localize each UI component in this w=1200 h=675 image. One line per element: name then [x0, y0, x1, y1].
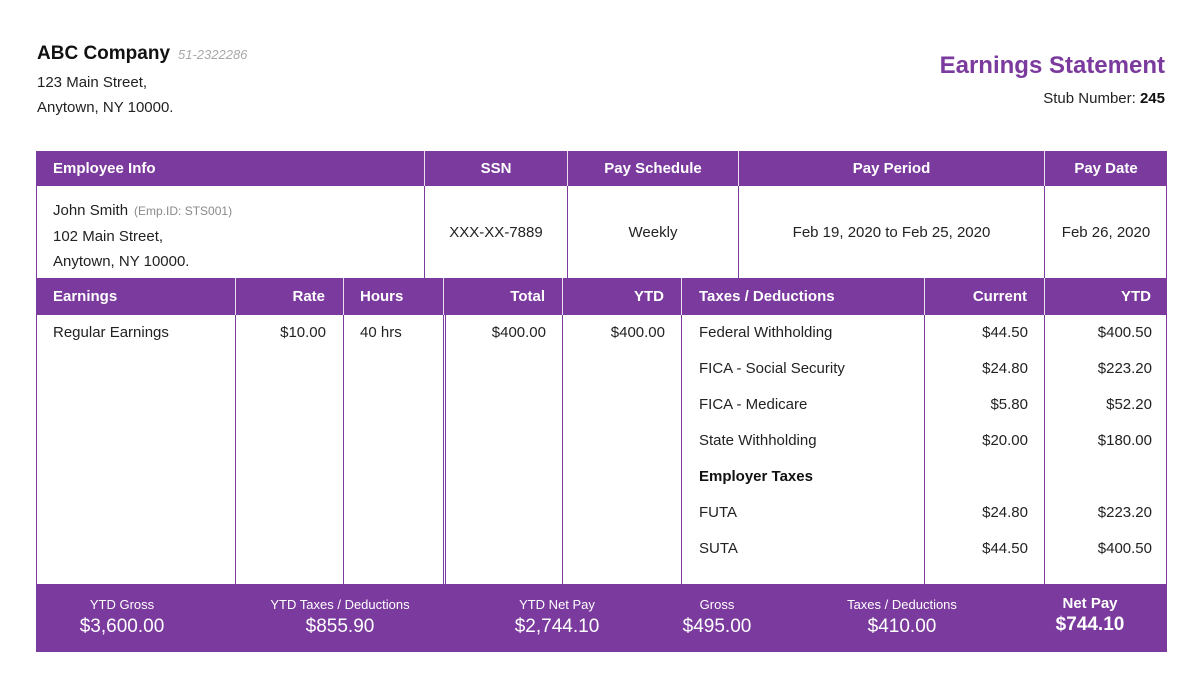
summary-net-pay — [1022, 584, 1158, 652]
column-divider — [445, 315, 446, 584]
summary-ytd-net-pay-label: YTD Net Pay — [519, 597, 595, 612]
tax-row-ytd: $400.50 — [1097, 324, 1152, 341]
header-earnings-ytd: YTD — [634, 288, 664, 305]
column-divider — [343, 315, 344, 584]
header-taxes-deductions: Taxes / Deductions — [699, 288, 835, 305]
pay-date-value: Feb 26, 2020 — [1061, 223, 1151, 241]
company-name: ABC Company — [37, 43, 171, 64]
earnings-row-name: Regular Earnings — [53, 324, 169, 341]
ssn-value: XXX-XX-7889 — [449, 223, 543, 241]
employee-info-body-row — [36, 186, 1167, 278]
column-divider — [235, 315, 236, 584]
tax-row-name: FICA - Medicare — [699, 396, 808, 413]
statement-title: Earnings Statement — [939, 52, 1165, 79]
summary-taxes-deductions-label: Taxes / Deductions — [847, 597, 957, 612]
stub-number-label: Stub Number: — [1043, 90, 1136, 107]
company-address-line2: Anytown, NY 10000. — [37, 99, 174, 116]
employer-tax-row-name: SUTA — [699, 540, 738, 557]
employee-info-header-row — [36, 151, 1167, 186]
header-pay-period: Pay Period — [852, 160, 931, 177]
summary-taxes-deductions — [812, 584, 992, 652]
employee-address-line1: 102 Main Street, — [53, 228, 164, 245]
summary-gross-label: Gross — [699, 597, 735, 612]
summary-ytd-gross — [36, 584, 208, 652]
summary-gross-value: $495.00 — [682, 616, 752, 637]
employer-tax-row-current: $44.50 — [982, 540, 1028, 557]
employee-id: (Emp.ID: STS001) — [134, 204, 233, 218]
summary-net-pay-label: Net Pay — [1062, 595, 1118, 612]
employer-tax-row-ytd: $223.20 — [1097, 504, 1152, 521]
employer-tax-row-ytd: $400.50 — [1097, 540, 1152, 557]
company-block — [37, 43, 247, 120]
employee-name-line — [53, 198, 232, 224]
summary-ytd-taxes — [244, 584, 436, 652]
column-divider — [443, 315, 444, 584]
summary-ytd-taxes-value: $855.90 — [305, 616, 375, 637]
company-ein: 51-2322286 — [178, 47, 248, 62]
header-pay-schedule: Pay Schedule — [604, 160, 702, 177]
header-current: Current — [972, 288, 1027, 305]
employee-info-table — [36, 151, 1167, 278]
column-divider — [681, 315, 682, 584]
header-total: Total — [510, 288, 545, 305]
summary-ytd-net-pay — [491, 584, 623, 652]
header-divider — [681, 278, 682, 315]
company-line — [37, 43, 247, 65]
earnings-row-ytd: $400.00 — [610, 324, 665, 341]
employee-details — [53, 198, 232, 274]
header-divider — [343, 278, 344, 315]
employer-tax-row-current: $24.80 — [982, 504, 1028, 521]
summary-ytd-gross-value: $3,600.00 — [79, 616, 165, 637]
pay-period-value: Feb 19, 2020 to Feb 25, 2020 — [792, 223, 991, 241]
tax-row-name: State Withholding — [699, 432, 817, 449]
employer-tax-row-name: FUTA — [699, 504, 738, 521]
employee-address-line2: Anytown, NY 10000. — [53, 253, 190, 270]
summary-ytd-net-pay-value: $2,744.10 — [514, 616, 600, 637]
tax-row-current: $24.80 — [982, 360, 1028, 377]
earnings-taxes-body — [36, 315, 1167, 584]
header-rate: Rate — [292, 288, 325, 305]
stub-number-value: 245 — [1139, 90, 1165, 107]
earnings-row-rate: $10.00 — [280, 324, 326, 341]
tax-row-current: $5.80 — [990, 396, 1028, 413]
summary-ytd-gross-label: YTD Gross — [89, 597, 155, 612]
header-hours: Hours — [360, 288, 404, 305]
summary-footer — [36, 584, 1167, 652]
summary-ytd-taxes-label: YTD Taxes / Deductions — [270, 597, 410, 612]
company-address-line1: 123 Main Street, — [37, 74, 148, 91]
tax-row-name: Federal Withholding — [699, 324, 833, 341]
tax-row-name: FICA - Social Security — [699, 360, 845, 377]
tax-row-ytd: $223.20 — [1097, 360, 1152, 377]
earnings-taxes-header-row — [36, 278, 1167, 315]
employer-taxes-heading: Employer Taxes — [699, 468, 813, 485]
employee-name: John Smith — [53, 202, 129, 219]
summary-taxes-deductions-value: $410.00 — [867, 616, 937, 637]
tax-row-ytd: $52.20 — [1106, 396, 1152, 413]
stub-number-line — [940, 90, 1165, 107]
earnings-row-hours: 40 hrs — [360, 324, 402, 341]
tax-row-current: $44.50 — [982, 324, 1028, 341]
pay-schedule-value: Weekly — [628, 223, 678, 241]
tax-row-current: $20.00 — [982, 432, 1028, 449]
header-employee-info: Employee Info — [53, 160, 156, 177]
summary-net-pay-value: $744.10 — [1055, 614, 1125, 635]
header-taxes-ytd: YTD — [1121, 288, 1151, 305]
header-pay-date: Pay Date — [1074, 160, 1138, 177]
header-earnings: Earnings — [53, 288, 118, 305]
header-ssn: SSN — [480, 160, 512, 177]
statement-block — [940, 52, 1165, 107]
column-divider — [562, 315, 563, 584]
company-address — [37, 70, 247, 120]
earnings-row-total: $400.00 — [491, 324, 546, 341]
summary-gross — [662, 584, 772, 652]
tax-row-ytd: $180.00 — [1097, 432, 1152, 449]
